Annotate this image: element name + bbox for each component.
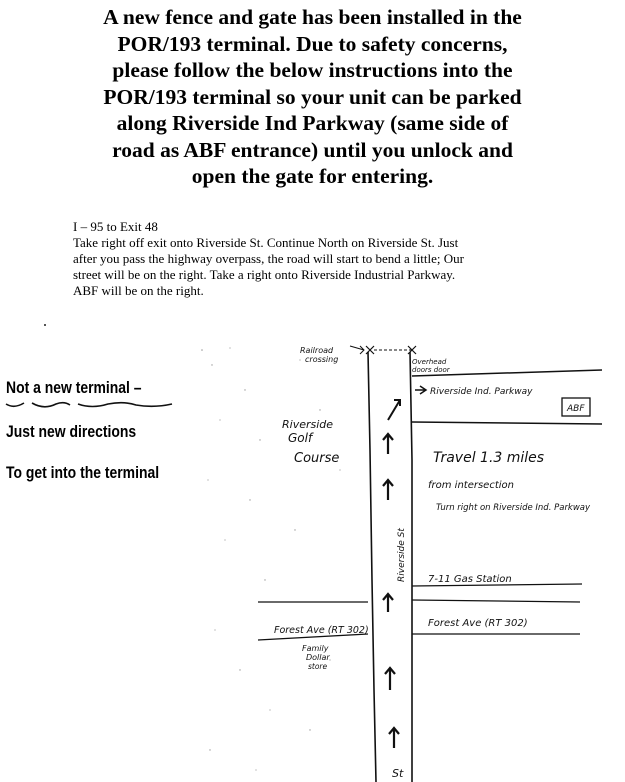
headline <box>0 4 625 190</box>
up-arrow-icon <box>383 594 393 612</box>
route-heading: I – 95 to Exit 48 <box>73 219 158 234</box>
handwritten-underline <box>4 398 189 412</box>
up-arrow-icon <box>383 434 393 454</box>
riverside-st-label: Riverside St <box>397 528 407 582</box>
svg-text:crossing: crossing <box>305 355 339 364</box>
railroad-label: Railroad <box>300 346 334 355</box>
headline-line: road as ABF entrance) until you unlock and <box>112 137 513 162</box>
headline-line: A new fence and gate has been installed in the <box>103 5 522 29</box>
overhead-label: Overhead <box>412 358 447 366</box>
headline-line: POR/193 terminal. Due to safety concerns, <box>117 31 508 56</box>
svg-text:Course: Course <box>294 451 340 466</box>
hand-drawn-map <box>190 330 620 782</box>
forest-ave-top-edge <box>258 600 580 602</box>
directions-text <box>73 235 563 299</box>
bottom-street-mark: St <box>392 767 404 780</box>
svg-text:Dollar: Dollar <box>306 653 330 662</box>
directions-line: after you pass the highway overpass, the road will start to bend a little; Our <box>73 251 464 266</box>
right-turn-arrow <box>415 386 426 394</box>
directions-line: ABF will be on the right. <box>73 283 204 298</box>
headline-line: POR/193 terminal so your unit can be parked <box>103 84 522 109</box>
crossing-x-left <box>366 346 374 354</box>
riverside-ind-parkway-bottom-edge <box>412 422 602 424</box>
up-arrow-icon <box>383 480 393 500</box>
scan-noise <box>201 347 340 770</box>
golf-course-label: Riverside <box>282 418 334 431</box>
up-arrow-icon <box>385 668 395 690</box>
directions-line: street will be on the right. Take a right onto Riverside Industrial Parkway. <box>73 267 456 282</box>
forest-ave-right-label: Forest Ave (RT 302) <box>428 618 528 629</box>
railroad-arrow <box>350 346 364 354</box>
scan-speck <box>44 324 46 326</box>
riverside-ind-parkway-label: Riverside Ind. Parkway <box>430 387 533 397</box>
svg-text:Golf: Golf <box>288 431 313 445</box>
headline-line: please follow the below instructions into the <box>112 58 513 82</box>
abf-label: ABF <box>567 404 585 414</box>
headline-line: along Riverside Ind Parkway (same side of <box>116 111 509 135</box>
family-dollar-label: Family <box>302 644 329 653</box>
directions-line: Take right off exit onto Riverside St. Continue North on Riverside St. Just <box>73 235 459 250</box>
from-intersection-label: from intersection <box>428 480 514 491</box>
travel-distance-label: Travel 1.3 miles <box>433 450 545 466</box>
up-arrow-icon <box>388 400 400 420</box>
up-arrow-icon <box>389 728 399 748</box>
note-new-directions: Just new directions <box>6 422 137 441</box>
gas-station-label: 7-11 Gas Station <box>428 574 512 585</box>
turn-right-label: Turn right on Riverside Ind. Parkway <box>436 503 591 513</box>
note-get-into-terminal: To get into the terminal <box>6 463 160 482</box>
riverside-st-right-edge <box>410 352 412 782</box>
svg-text:store: store <box>308 662 328 671</box>
riverside-st-left-edge <box>368 352 376 782</box>
headline-line: open the gate for entering. <box>191 164 434 188</box>
forest-ave-left-label: Forest Ave (RT 302) <box>274 625 369 636</box>
note-not-new-terminal: Not a new terminal – <box>6 378 142 397</box>
svg-text:doors door: doors door <box>412 366 450 374</box>
